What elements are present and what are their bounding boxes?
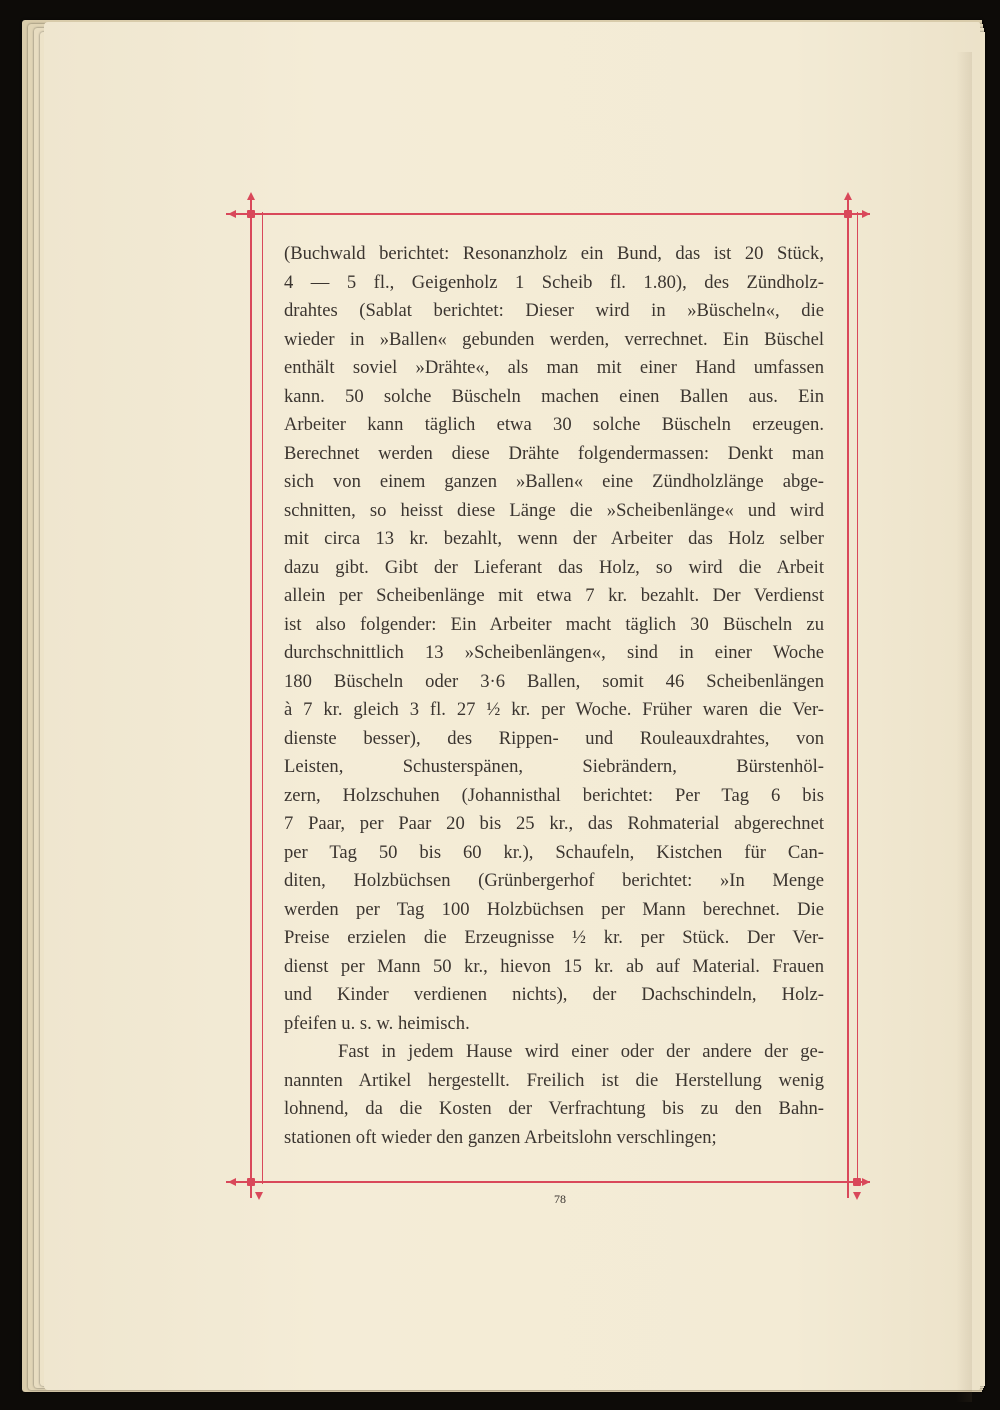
text-line: werden per Tag 100 Holzbüchsen per Mann berechnet. Die	[284, 898, 824, 920]
frame-arrow-up-icon	[844, 192, 852, 200]
text-line: zern, Holzschuhen (Johannisthal berichtet: Per Tag 6 bis	[284, 784, 824, 806]
text-line: dienst per Mann 50 kr., hievon 15 kr. ab auf Material. Frauen	[284, 955, 824, 977]
frame-corner-ornament	[853, 1178, 861, 1186]
text-line: Preise erzielen die Erzeugnisse ½ kr. per Stück. Der Ver-	[284, 927, 824, 948]
frame-arrow-left-icon	[228, 210, 236, 218]
frame-right-rule	[847, 198, 849, 1198]
text-line: nannten Artikel hergestellt. Freilich ist die Herstellung wenig	[284, 1069, 824, 1091]
text-line: 4 — 5 fl., Geigenholz 1 Scheib fl. 1.80), des Zündholz-	[284, 271, 824, 293]
text-line: Berechnet werden diese Drähte folgendermassen: Denkt man	[284, 442, 824, 464]
text-line: à 7 kr. gleich 3 fl. 27 ½ kr. per Woche. Früher waren die Ver-	[284, 699, 824, 720]
text-line: sich von einem ganzen »Ballen« eine Zündholzlänge abge-	[284, 471, 824, 492]
text-line: 180 Büscheln oder 3·6 Ballen, somit 46 Scheibenlängen	[284, 670, 824, 692]
frame-bottom-rule	[226, 1181, 870, 1183]
text-line: lohnend, da die Kosten der Verfrachtung bis zu den Bahn-	[284, 1098, 824, 1119]
frame-arrow-right-icon	[862, 1178, 870, 1186]
text-line: kann. 50 solche Büscheln machen einen Ballen aus. Ein	[284, 385, 824, 407]
page-number: 78	[554, 1192, 566, 1206]
frame-left-rule	[250, 198, 252, 1198]
frame-arrow-down-icon	[853, 1192, 861, 1200]
frame-corner-ornament	[247, 1178, 255, 1186]
text-line: pfeifen u. s. w. heimisch.	[284, 1012, 470, 1034]
text-line: drahtes (Sablat berichtet: Dieser wird in »Büscheln«, die	[284, 300, 824, 321]
text-line: mit circa 13 kr. bezahlt, wenn der Arbeiter das Holz selber	[284, 528, 824, 549]
text-line: allein per Scheibenlänge mit etwa 7 kr. bezahlt. Der Verdienst	[284, 585, 824, 606]
text-line: ist also folgender: Ein Arbeiter macht täglich 30 Büscheln zu	[284, 613, 824, 635]
text-line: 7 Paar, per Paar 20 bis 25 kr., das Rohmaterial abgerechnet	[284, 813, 824, 834]
text-line: dienste besser), des Rippen- und Rouleauxdrahtes, von	[284, 727, 824, 749]
page-gutter-shadow	[956, 52, 972, 1402]
frame-arrow-up-icon	[247, 192, 255, 200]
frame-arrow-left-icon	[228, 1178, 236, 1186]
text-line: stationen oft wieder den ganzen Arbeitslohn verschlingen;	[284, 1126, 717, 1148]
frame-left-inner-rule	[262, 212, 263, 1184]
text-line: Arbeiter kann täglich etwa 30 solche Büscheln erzeugen.	[284, 414, 824, 435]
frame-corner-ornament	[844, 210, 852, 218]
text-line: Leisten, Schusterspänen, Siebrändern, Bürstenhöl-	[284, 756, 824, 777]
frame-corner-ornament	[247, 210, 255, 218]
text-line: schnitten, so heisst diese Länge die »Scheibenlänge« und wird	[284, 499, 824, 521]
text-line: wieder in »Ballen« gebunden werden, verrechnet. Ein Büschel	[284, 328, 824, 350]
text-line: Fast in jedem Hause wird einer oder der andere der ge-	[338, 1041, 824, 1062]
frame-top-rule	[226, 213, 870, 215]
text-line: und Kinder verdienen nichts), der Dachschindeln, Holz-	[284, 984, 824, 1005]
text-line: (Buchwald berichtet: Resonanzholz ein Bund, das ist 20 Stück,	[284, 243, 824, 264]
body-text	[284, 240, 824, 1152]
text-line: enthält soviel »Drähte«, als man mit einer Hand umfassen	[284, 357, 824, 378]
frame-right-inner-rule	[857, 212, 858, 1184]
text-line: diten, Holzbüchsen (Grünbergerhof berichtet: »In Menge	[284, 870, 824, 891]
frame-arrow-right-icon	[862, 210, 870, 218]
text-line: dazu gibt. Gibt der Lieferant das Holz, so wird die Arbeit	[284, 556, 824, 578]
text-line: durchschnittlich 13 »Scheibenlängen«, sind in einer Woche	[284, 642, 824, 663]
frame-arrow-down-icon	[255, 1192, 263, 1200]
text-line: per Tag 50 bis 60 kr.), Schaufeln, Kistchen für Can-	[284, 841, 824, 863]
